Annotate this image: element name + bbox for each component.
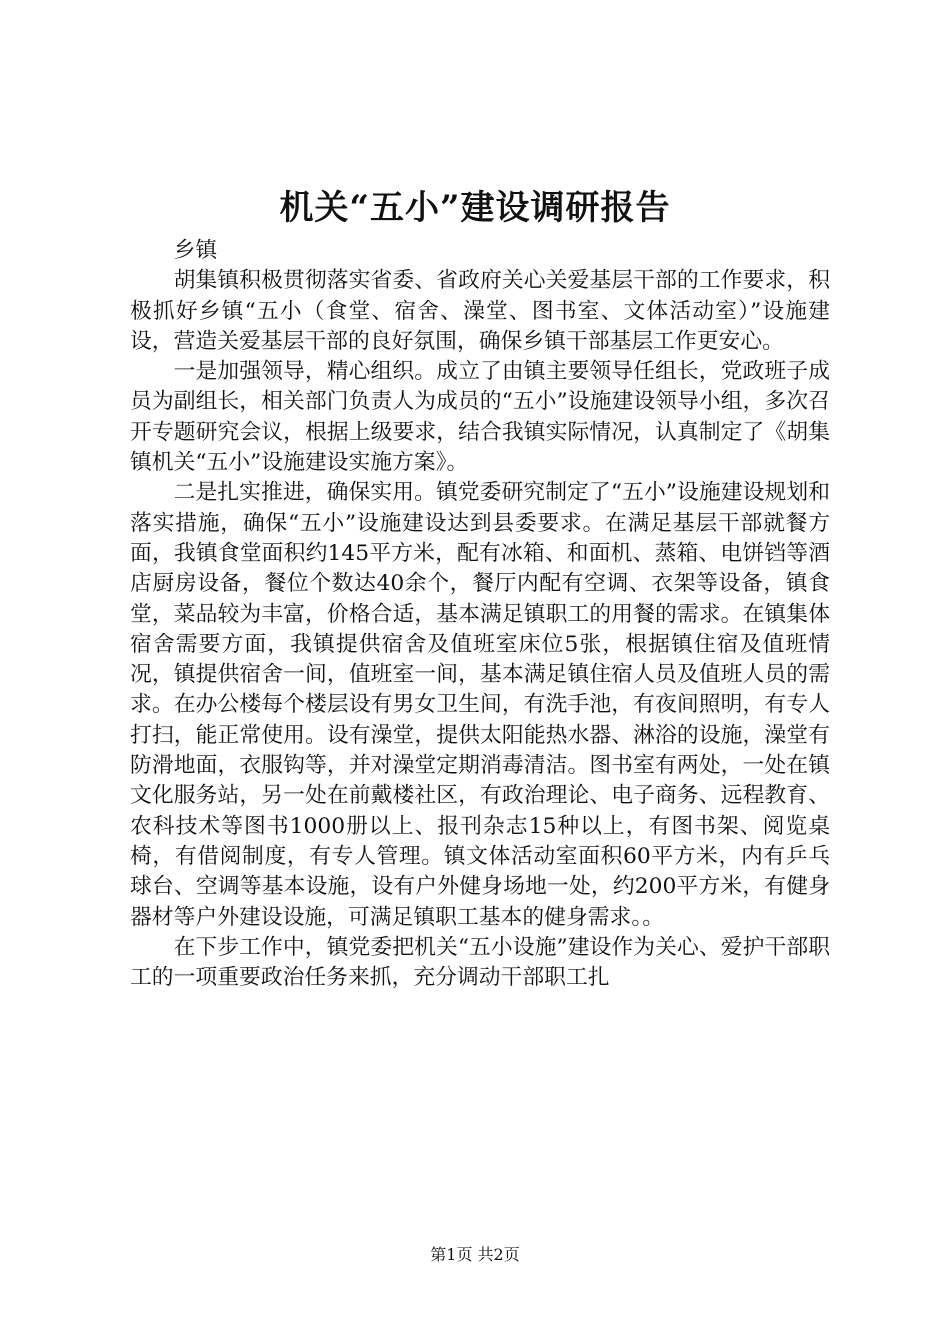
paragraph-region: 乡镇: [173, 238, 218, 263]
document-title: 机关“五小”建设调研报告: [279, 188, 671, 228]
paragraph-next-steps: 在下步工作中，镇党委把机关“五小设施”建设作为关心、爱护干部职工的一项重要政治任务来抓，充分调动干部职工扎: [130, 934, 830, 991]
paragraph-implementation: 二是扎实推进，确保实用。镇党委研究制定了“五小”设施建设规划和落实措施，确保“五小”设施建设达到县委要求。在满足基层干部就餐方面，我镇食堂面积约145平方米，配有冰箱、和面机、蒸箱、电饼铛等酒店厨房设备，餐位个数达40余个，餐厅内配有空调、衣架等设备，镇食堂，菜品较为丰富，价格合适，基本满足镇职工的用餐的需求。在镇集体宿舍需要方面，我镇提供宿舍及值班室床位5张，根据镇住宿及值班情况，镇提供宿舍一间，值班室一间，基本满足镇住宿人员及值班人员的需求。在办公楼每个楼层设有男女卫生间，有洗手池，有夜间照明，有专人打扫，能正常使用。设有澡堂，提供太阳能热水器、淋浴的设施，澡堂有防滑地面，衣服钩等，并对澡堂定期消毒清洁。图书室有两处，一处在镇文化服务站，另一处在前戴楼社区，有政治理论、电子商务、远程教育、农科技术等图书1000册以上、报刊杂志15种以上，有图书架、阅览桌椅，有借阅制度，有专人管理。镇文体活动室面积60平方米，内有乒乓球台、空调等基本设施，设有户外健身场地一处，约200平方米，有健身器材等户外建设设施，可满足镇职工基本的健身需求。。: [130, 480, 830, 930]
document-body: [130, 236, 830, 993]
page-number-footer: 第1页 共2页: [430, 1245, 520, 1264]
paragraph-intro: 胡集镇积极贯彻落实省委、省政府关心关爱基层干部的工作要求，积极抓好乡镇“五小（食堂、宿舍、澡堂、图书室、文体活动室）”设施建设，营造关爱基层干部的良好氛围，确保乡镇干部基层工作更安心。: [130, 268, 830, 354]
paragraph-leadership: 一是加强领导，精心组织。成立了由镇主要领导任组长，党政班子成员为副组长，相关部门负责人为成员的“五小”设施建设领导小组，多次召开专题研究会议，根据上级要求，结合我镇实际情况，认真制定了《胡集镇机关“五小”设施建设实施方案》。: [130, 359, 830, 476]
